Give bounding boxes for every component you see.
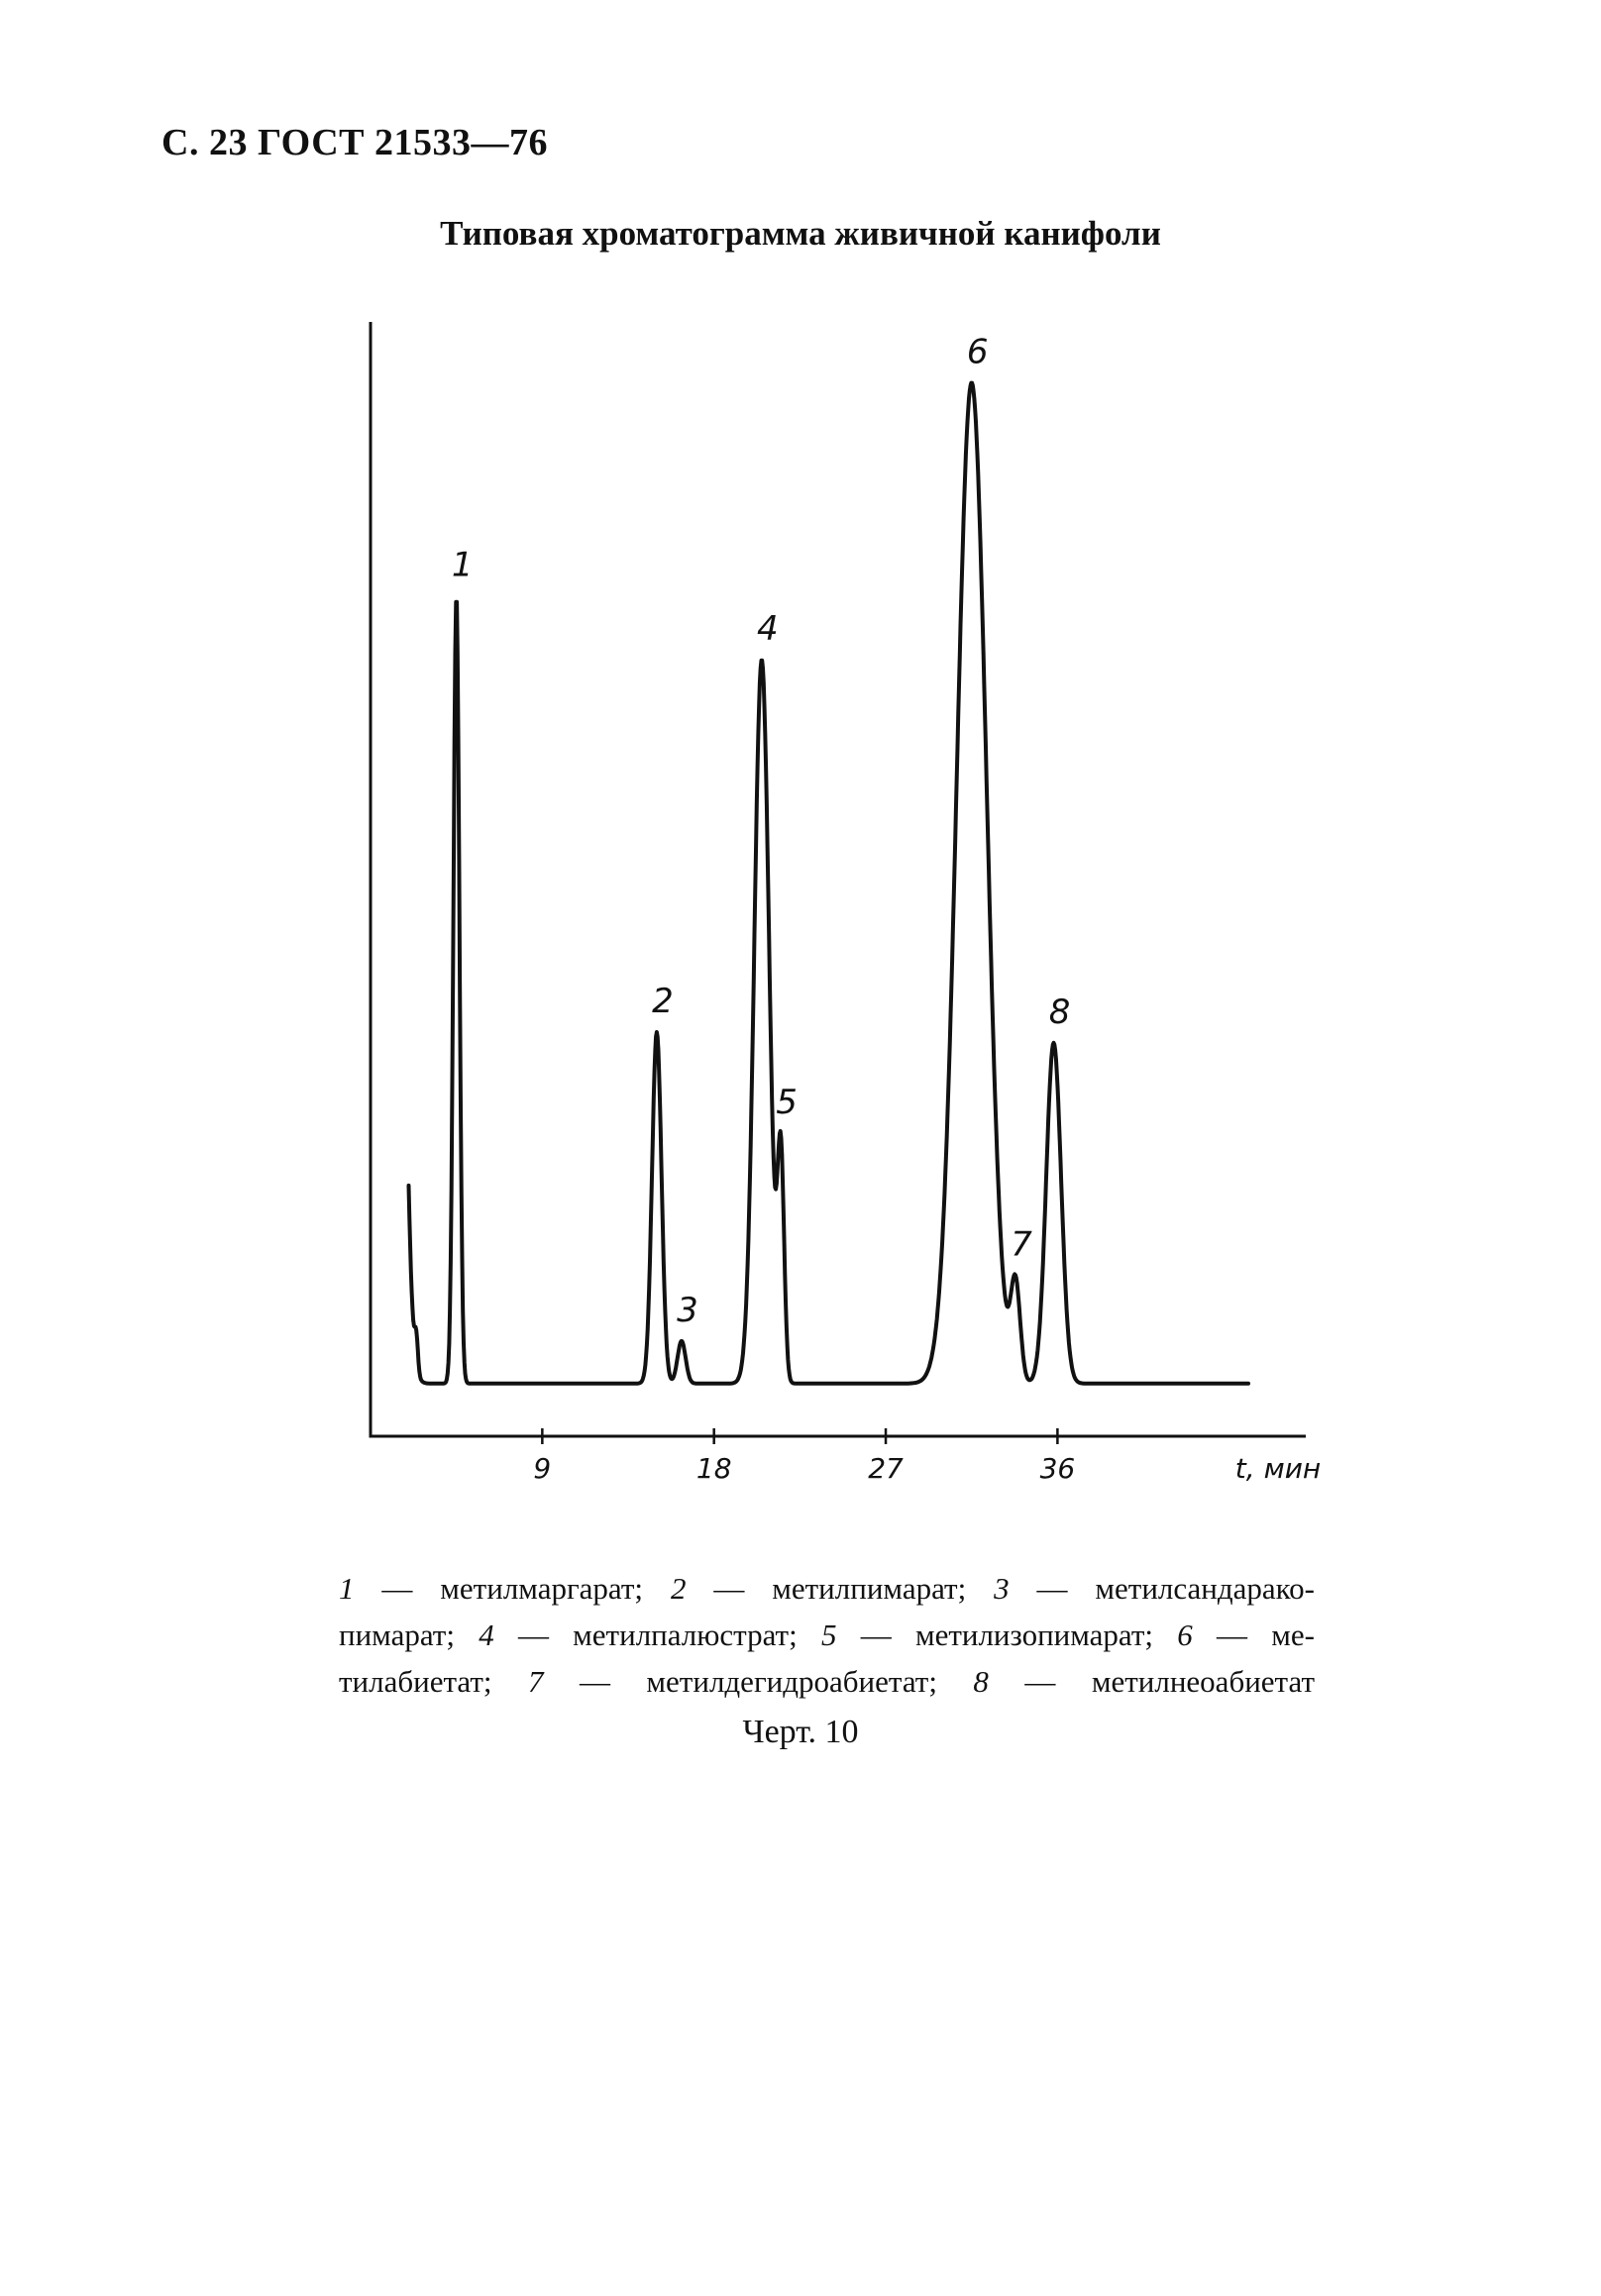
legend-text: пимарат; bbox=[339, 1618, 480, 1652]
legend-text: тилабиетат; bbox=[339, 1664, 528, 1699]
peak-label: 6 bbox=[966, 332, 989, 372]
peak-label: 4 bbox=[757, 608, 779, 649]
chromatogram-svg bbox=[297, 297, 1337, 1535]
legend-text: — метилдегидроабиетат; bbox=[543, 1664, 974, 1699]
legend-number: 4 bbox=[479, 1618, 494, 1652]
figure-legend bbox=[339, 1565, 1315, 1705]
legend-line bbox=[339, 1612, 1315, 1658]
legend-number: 8 bbox=[973, 1664, 989, 1699]
legend-text: — метилпимарат; bbox=[686, 1571, 995, 1606]
peak-label: 1 bbox=[451, 545, 474, 585]
x-tick-label: 9 bbox=[533, 1452, 552, 1485]
x-axis-unit-label: t, мин bbox=[1234, 1452, 1322, 1485]
legend-number: 2 bbox=[670, 1571, 687, 1606]
peak-label: 3 bbox=[677, 1290, 698, 1330]
figure-title: Типовая хроматограмма живичной канифоли bbox=[440, 214, 1161, 253]
legend-number: 5 bbox=[820, 1618, 837, 1652]
peak-label: 8 bbox=[1048, 991, 1071, 1032]
peak-label: 5 bbox=[776, 1083, 798, 1123]
legend-number: 7 bbox=[528, 1664, 544, 1699]
legend-number: 1 bbox=[339, 1571, 355, 1606]
legend-line bbox=[339, 1658, 1315, 1705]
legend-number: 3 bbox=[994, 1571, 1010, 1606]
x-tick-label: 36 bbox=[1039, 1452, 1076, 1485]
legend-number: 6 bbox=[1177, 1618, 1193, 1652]
page-header: С. 23 ГОСТ 21533—76 bbox=[161, 122, 548, 163]
peak-label: 7 bbox=[1011, 1224, 1032, 1265]
legend-text: — метилпалюстрат; bbox=[493, 1618, 821, 1652]
legend-text: — метилсандарако- bbox=[1009, 1571, 1315, 1606]
x-tick-label: 27 bbox=[868, 1452, 904, 1485]
legend-line bbox=[339, 1565, 1315, 1612]
legend-text: — ме- bbox=[1192, 1618, 1315, 1652]
chromatogram-trace bbox=[409, 383, 1249, 1384]
legend-text: — метилнеоабиетат bbox=[988, 1664, 1315, 1699]
legend-text: — метилмаргарат; bbox=[354, 1571, 671, 1606]
legend-text: — метилизопимарат; bbox=[836, 1618, 1178, 1652]
peak-label: 2 bbox=[652, 982, 674, 1022]
chromatogram-chart bbox=[297, 297, 1337, 1535]
x-tick-label: 18 bbox=[695, 1452, 732, 1485]
chart-axes bbox=[371, 322, 1306, 1436]
figure-caption: Черт. 10 bbox=[742, 1714, 859, 1750]
